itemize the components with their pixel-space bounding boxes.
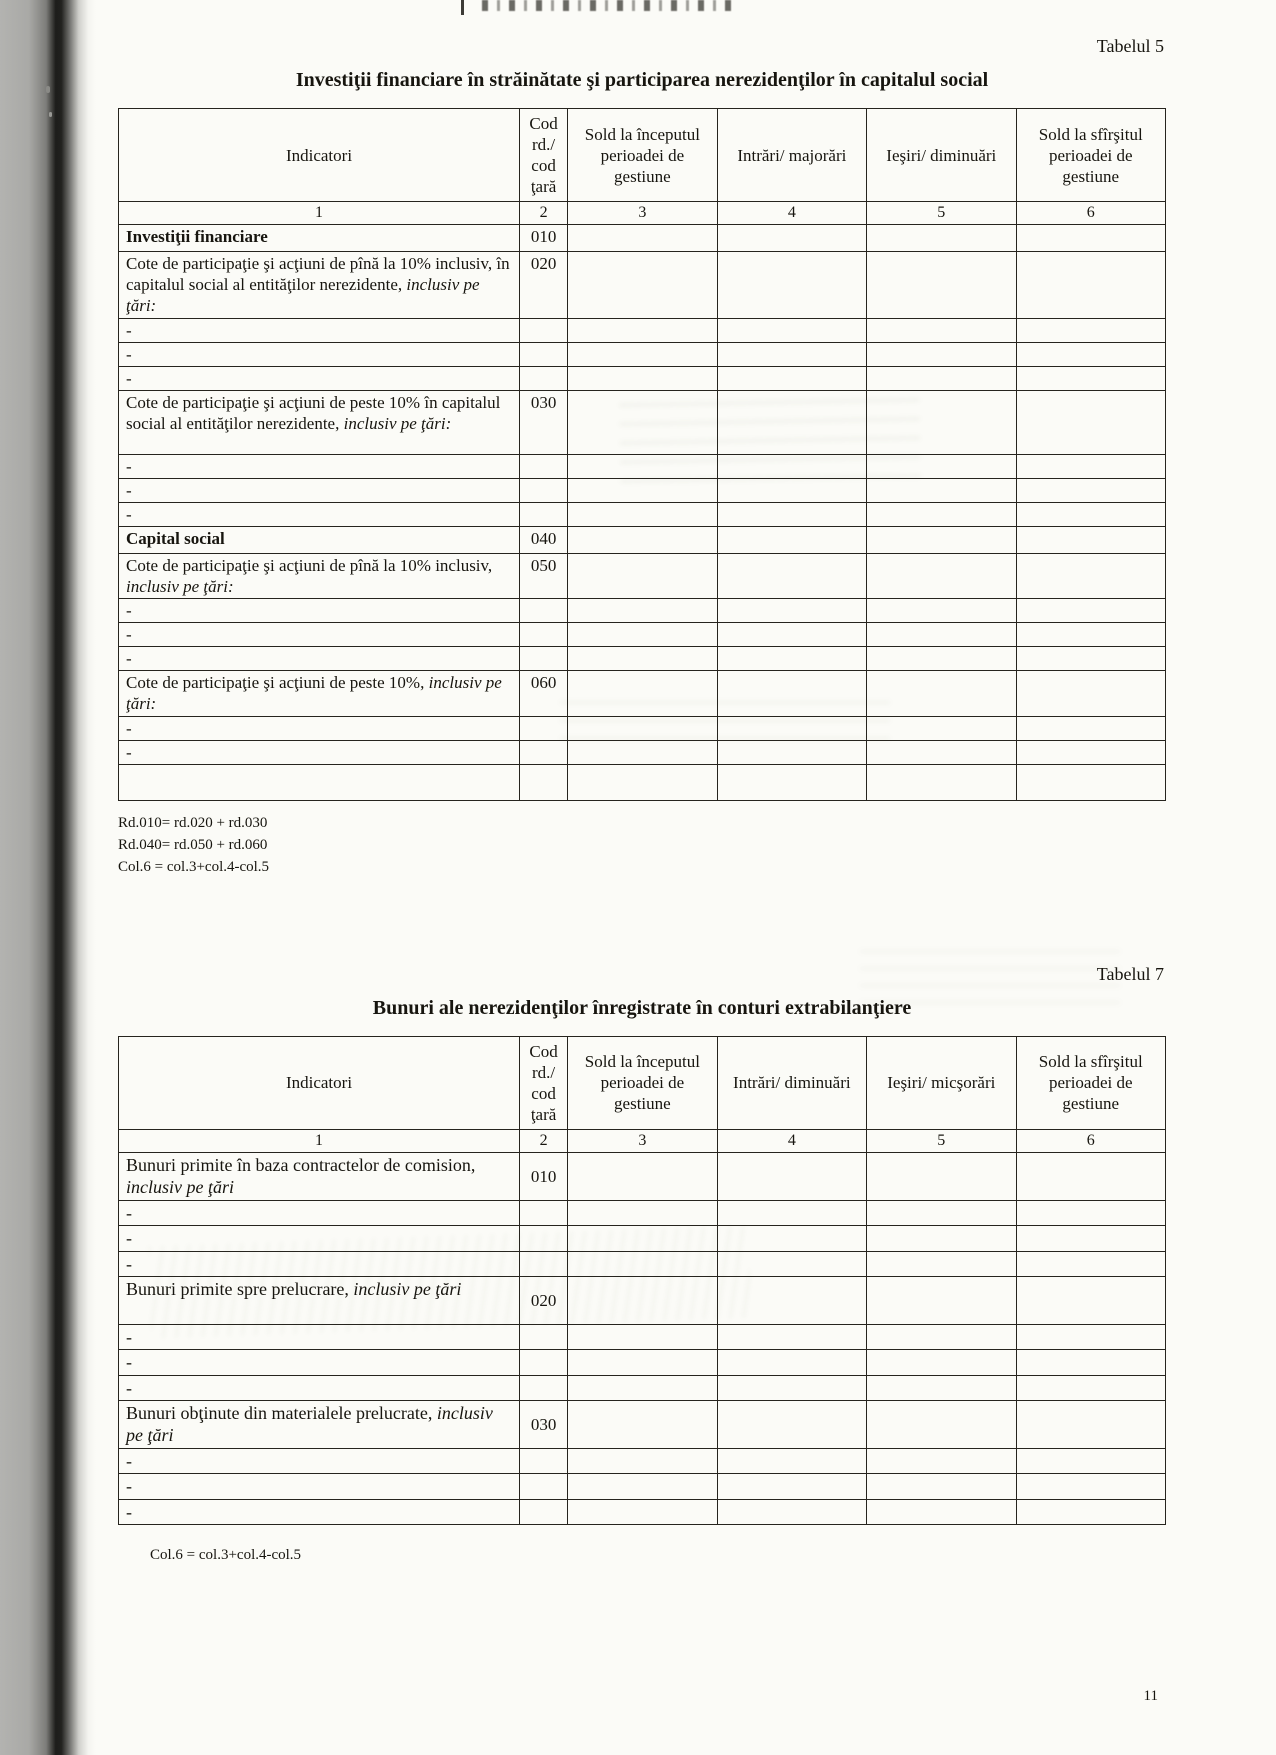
value-cell [717, 1226, 866, 1251]
value-cell [867, 1276, 1016, 1324]
value-cell [867, 478, 1016, 502]
header-cell: Sold la sfîrşitul perioadei de gestiune [1016, 109, 1165, 202]
code-cell [520, 502, 568, 526]
indicator-text: - [126, 344, 132, 364]
column-number-cell: 5 [867, 1130, 1016, 1153]
table-row [119, 1153, 1166, 1201]
table-row [119, 1251, 1166, 1276]
scan-noise-dot [46, 86, 50, 93]
value-cell [717, 527, 866, 554]
indicator-text: Cote de participaţie şi acţiuni de peste 10%, [126, 673, 429, 693]
value-cell [717, 716, 866, 740]
code-cell [520, 1448, 568, 1473]
value-cell [568, 1251, 717, 1276]
value-cell [1016, 527, 1165, 554]
column-number-cell: 3 [568, 202, 717, 225]
scan-noise-dot [49, 112, 52, 117]
value-cell [1016, 1474, 1165, 1499]
indicator-cell [119, 478, 520, 502]
indicator-text: - [126, 1228, 132, 1249]
indicator-cell [119, 454, 520, 478]
table-row [119, 1474, 1166, 1499]
value-cell [717, 1350, 866, 1375]
indicator-cell [119, 740, 520, 764]
indicator-text: - [126, 1450, 132, 1471]
value-cell [717, 1153, 866, 1201]
code-cell: 020 [520, 1276, 568, 1324]
code-cell [520, 1201, 568, 1226]
code-cell [520, 1350, 568, 1375]
code-cell [520, 454, 568, 478]
table7-grid [118, 1036, 1166, 1525]
indicator-cell [119, 1375, 520, 1400]
table-row [119, 1499, 1166, 1524]
table-row [119, 342, 1166, 366]
value-cell [867, 318, 1016, 342]
value-cell [717, 454, 866, 478]
value-cell [568, 1324, 717, 1349]
indicator-text: - [126, 368, 132, 388]
header-cell: Cod rd./ cod ţară [520, 109, 568, 202]
value-cell [1016, 454, 1165, 478]
indicator-cell [119, 1276, 520, 1324]
value-cell [717, 478, 866, 502]
value-cell [1016, 252, 1165, 318]
value-cell [717, 390, 866, 454]
value-cell [867, 454, 1016, 478]
value-cell [717, 671, 866, 716]
value-cell [1016, 1448, 1165, 1473]
table-row [119, 740, 1166, 764]
indicator-cell [119, 1324, 520, 1349]
document-content [118, 36, 1166, 1569]
value-cell [717, 252, 866, 318]
value-cell [568, 647, 717, 671]
indicator-text: Bunuri obţinute din materialele prelucrate, [126, 1402, 437, 1423]
value-cell [568, 1448, 717, 1473]
code-cell: 060 [520, 671, 568, 716]
code-cell: 030 [520, 390, 568, 454]
value-cell [717, 1276, 866, 1324]
indicator-cell [119, 366, 520, 390]
table7-notes [118, 1547, 1166, 1564]
value-cell [867, 1226, 1016, 1251]
indicator-text: inclusiv pe ţări: [126, 577, 234, 597]
header-cell: Ieşiri/ diminuări [867, 109, 1016, 202]
value-cell [1016, 342, 1165, 366]
value-cell [1016, 740, 1165, 764]
value-cell [1016, 1201, 1165, 1226]
code-cell [520, 342, 568, 366]
value-cell [717, 554, 866, 599]
value-cell [568, 1276, 717, 1324]
table7-label: Tabelul 7 [1096, 963, 1164, 984]
code-cell [520, 318, 568, 342]
value-cell [1016, 366, 1165, 390]
code-cell: 010 [520, 225, 568, 252]
code-cell [520, 647, 568, 671]
indicator-cell [119, 554, 520, 599]
indicator-text: inclusiv pe ţări: [343, 413, 452, 433]
value-cell [867, 502, 1016, 526]
code-cell: 030 [520, 1400, 568, 1448]
value-cell [867, 764, 1016, 800]
value-cell [568, 716, 717, 740]
indicator-text: Cote de participaţie şi acţiuni de pînă la 10% inclusiv, în capitalul social al entităţilor nerezidente, [126, 254, 510, 295]
table7-section [118, 964, 1166, 1564]
value-cell [568, 1499, 717, 1524]
indicator-text: - [126, 1253, 132, 1274]
value-cell [568, 1201, 717, 1226]
table-row [119, 599, 1166, 623]
indicator-text: - [126, 1377, 132, 1398]
value-cell [717, 1251, 866, 1276]
code-cell [520, 623, 568, 647]
table-row [119, 647, 1166, 671]
code-cell [520, 764, 568, 800]
indicator-text: inclusiv pe ţări [353, 1278, 462, 1299]
value-cell [867, 1251, 1016, 1276]
scan-noise-top [482, 0, 740, 11]
column-number-cell: 1 [119, 202, 520, 225]
value-cell [867, 1474, 1016, 1499]
indicator-text: Cote de participaţie şi acţiuni de peste 10% în capitalul social al entităţilor nerezidente, [126, 392, 501, 433]
table-row [119, 623, 1166, 647]
header-cell: Sold la începutul perioadei de gestiune [568, 109, 717, 202]
formula-note: Col.6 = col.3+col.4-col.5 [150, 1546, 302, 1563]
value-cell [867, 527, 1016, 554]
value-cell [568, 1153, 717, 1201]
value-cell [717, 1499, 866, 1524]
code-cell [520, 1251, 568, 1276]
value-cell [568, 527, 717, 554]
table-row [119, 1375, 1166, 1400]
indicator-cell [119, 527, 520, 554]
value-cell [1016, 1324, 1165, 1349]
value-cell [1016, 1400, 1165, 1448]
value-cell [1016, 554, 1165, 599]
indicator-cell [119, 1448, 520, 1473]
value-cell [867, 390, 1016, 454]
value-cell [568, 252, 717, 318]
table5-grid [118, 108, 1166, 801]
code-cell [520, 1324, 568, 1349]
indicator-text: inclusiv pe ţări: [126, 673, 502, 714]
indicator-cell [119, 1251, 520, 1276]
value-cell [867, 1350, 1016, 1375]
column-number-cell: 3 [568, 1130, 717, 1153]
header-cell: Intrări/ diminuări [717, 1036, 866, 1129]
value-cell [1016, 318, 1165, 342]
table-row [119, 1276, 1166, 1324]
table-row [119, 225, 1166, 252]
value-cell [867, 225, 1016, 252]
indicator-text: inclusiv pe ţări: [126, 275, 480, 316]
formula-note: Col.6 = col.3+col.4-col.5 [118, 858, 270, 875]
value-cell [717, 599, 866, 623]
indicator-text: - [126, 649, 132, 669]
value-cell [867, 671, 1016, 716]
table-row [119, 1448, 1166, 1473]
indicator-text: - [126, 456, 132, 476]
value-cell [568, 740, 717, 764]
value-cell [867, 366, 1016, 390]
value-cell [1016, 1251, 1165, 1276]
table-row [119, 366, 1166, 390]
indicator-cell [119, 647, 520, 671]
column-number-cell: 5 [867, 202, 1016, 225]
value-cell [717, 1201, 866, 1226]
table-row [119, 1324, 1166, 1349]
table-row [119, 318, 1166, 342]
value-cell [717, 502, 866, 526]
value-cell [867, 1153, 1016, 1201]
column-number-cell: 2 [520, 1130, 568, 1153]
indicator-cell [119, 671, 520, 716]
indicator-text: Bunuri primite spre prelucrare, [126, 1278, 354, 1299]
value-cell [1016, 502, 1165, 526]
value-cell [568, 554, 717, 599]
value-cell [568, 342, 717, 366]
code-cell [520, 1499, 568, 1524]
indicator-text: - [126, 480, 132, 500]
indicator-cell [119, 716, 520, 740]
indicator-text: - [126, 1352, 132, 1373]
code-cell [520, 478, 568, 502]
indicator-cell [119, 1499, 520, 1524]
code-cell [520, 366, 568, 390]
code-cell: 050 [520, 554, 568, 599]
code-cell: 040 [520, 527, 568, 554]
value-cell [717, 1324, 866, 1349]
value-cell [568, 1400, 717, 1448]
indicator-text: Capital social [126, 529, 225, 549]
indicator-text: inclusiv pe ţări [126, 1402, 493, 1446]
value-cell [867, 252, 1016, 318]
value-cell [717, 1474, 866, 1499]
table-row [119, 1226, 1166, 1251]
value-cell [568, 225, 717, 252]
value-cell [867, 647, 1016, 671]
indicator-cell [119, 502, 520, 526]
value-cell [568, 1350, 717, 1375]
table-row [119, 390, 1166, 454]
table5-label: Tabelul 5 [1096, 36, 1164, 56]
indicator-cell [119, 623, 520, 647]
header-cell: Intrări/ majorări [717, 109, 866, 202]
formula-note: Rd.010= rd.020 + rd.030 [118, 814, 268, 831]
scan-noise-tick [461, 0, 464, 15]
indicator-text: - [126, 718, 132, 738]
header-cell: Sold la începutul perioadei de gestiune [568, 1036, 717, 1129]
value-cell [867, 740, 1016, 764]
header-row [119, 1036, 1166, 1129]
value-cell [867, 1400, 1016, 1448]
column-number-row [119, 202, 1166, 225]
value-cell [1016, 599, 1165, 623]
column-number-row [119, 1130, 1166, 1153]
header-cell: Indicatori [119, 1036, 520, 1129]
table-row [119, 1350, 1166, 1375]
column-number-cell: 2 [520, 202, 568, 225]
table-row [119, 252, 1166, 318]
value-cell [717, 318, 866, 342]
indicator-text: Cote de participaţie şi acţiuni de pînă la 10% inclusiv, [126, 556, 493, 576]
value-cell [867, 1375, 1016, 1400]
value-cell [867, 623, 1016, 647]
value-cell [1016, 647, 1165, 671]
indicator-cell [119, 252, 520, 318]
value-cell [867, 1324, 1016, 1349]
table7-title: Bunuri ale nerezidenţilor înregistrate în conturi extrabilanţiere [372, 996, 912, 1019]
indicator-cell [119, 1474, 520, 1499]
value-cell [717, 623, 866, 647]
value-cell [568, 478, 717, 502]
value-cell [1016, 671, 1165, 716]
header-cell: Sold la sfîrşitul perioadei de gestiune [1016, 1036, 1165, 1129]
indicator-cell [119, 599, 520, 623]
page-number: 11 [1143, 1688, 1158, 1704]
value-cell [1016, 1375, 1165, 1400]
code-cell: 010 [520, 1153, 568, 1201]
value-cell [568, 764, 717, 800]
value-cell [867, 1499, 1016, 1524]
indicator-cell [119, 390, 520, 454]
value-cell [717, 764, 866, 800]
indicator-text: - [126, 1476, 132, 1497]
column-number-cell: 6 [1016, 1130, 1165, 1153]
table-row [119, 764, 1166, 800]
indicator-cell [119, 1400, 520, 1448]
value-cell [568, 599, 717, 623]
table-row [119, 671, 1166, 716]
value-cell [568, 318, 717, 342]
code-cell [520, 1226, 568, 1251]
indicator-text: - [126, 601, 132, 621]
value-cell [568, 454, 717, 478]
value-cell [867, 1201, 1016, 1226]
value-cell [867, 716, 1016, 740]
value-cell [867, 599, 1016, 623]
value-cell [717, 225, 866, 252]
value-cell [1016, 478, 1165, 502]
value-cell [717, 1375, 866, 1400]
code-cell [520, 740, 568, 764]
value-cell [1016, 1226, 1165, 1251]
indicator-text: - [126, 504, 132, 524]
indicator-text: - [126, 1501, 132, 1522]
value-cell [717, 342, 866, 366]
value-cell [568, 671, 717, 716]
code-cell [520, 1375, 568, 1400]
value-cell [568, 1375, 717, 1400]
table-row [119, 478, 1166, 502]
formula-note: Rd.040= rd.050 + rd.060 [118, 836, 268, 853]
value-cell [568, 623, 717, 647]
header-row [119, 109, 1166, 202]
indicator-cell [119, 1153, 520, 1201]
header-cell: Ieşiri/ micşorări [867, 1036, 1016, 1129]
value-cell [1016, 1153, 1165, 1201]
indicator-cell [119, 225, 520, 252]
value-cell [717, 366, 866, 390]
value-cell [1016, 1276, 1165, 1324]
indicator-cell [119, 764, 520, 800]
indicator-text: Bunuri primite în baza contractelor de comision, [126, 1155, 476, 1176]
indicator-text: - [126, 1326, 132, 1347]
value-cell [717, 1400, 866, 1448]
indicator-text: - [126, 1203, 132, 1224]
column-number-cell: 4 [717, 202, 866, 225]
indicator-text: Investiţii financiare [126, 227, 268, 247]
indicator-text: - [126, 320, 132, 340]
table5-notes [118, 815, 1166, 876]
code-cell [520, 1474, 568, 1499]
value-cell [867, 554, 1016, 599]
indicator-text: - [126, 625, 132, 645]
table-row [119, 502, 1166, 526]
value-cell [568, 1226, 717, 1251]
value-cell [1016, 1350, 1165, 1375]
value-cell [1016, 716, 1165, 740]
table5-title: Investiţii financiare în străinătate şi participarea nerezidenţilor în capitalul social [295, 69, 989, 91]
indicator-cell [119, 318, 520, 342]
value-cell [867, 1448, 1016, 1473]
value-cell [1016, 764, 1165, 800]
value-cell [1016, 1499, 1165, 1524]
value-cell [1016, 390, 1165, 454]
code-cell [520, 716, 568, 740]
value-cell [717, 740, 866, 764]
value-cell [568, 1474, 717, 1499]
value-cell [568, 366, 717, 390]
column-number-cell: 1 [119, 1130, 520, 1153]
indicator-cell [119, 1226, 520, 1251]
indicator-cell [119, 1201, 520, 1226]
code-cell: 020 [520, 252, 568, 318]
table-row [119, 716, 1166, 740]
column-number-cell: 4 [717, 1130, 866, 1153]
value-cell [717, 1448, 866, 1473]
value-cell [568, 390, 717, 454]
value-cell [1016, 225, 1165, 252]
header-cell: Cod rd./ cod ţară [520, 1036, 568, 1129]
indicator-text: - [126, 742, 132, 762]
table-row [119, 554, 1166, 599]
table-row [119, 527, 1166, 554]
table5-section [118, 36, 1166, 876]
value-cell [1016, 623, 1165, 647]
value-cell [568, 502, 717, 526]
table-row [119, 1201, 1166, 1226]
code-cell [520, 599, 568, 623]
value-cell [867, 342, 1016, 366]
table-row [119, 454, 1166, 478]
indicator-cell [119, 1350, 520, 1375]
indicator-cell [119, 342, 520, 366]
scan-left-edge-shadow [0, 0, 96, 1755]
column-number-cell: 6 [1016, 202, 1165, 225]
indicator-text: inclusiv pe ţări [126, 1177, 234, 1198]
value-cell [717, 647, 866, 671]
table-row [119, 1400, 1166, 1448]
header-cell: Indicatori [119, 109, 520, 202]
